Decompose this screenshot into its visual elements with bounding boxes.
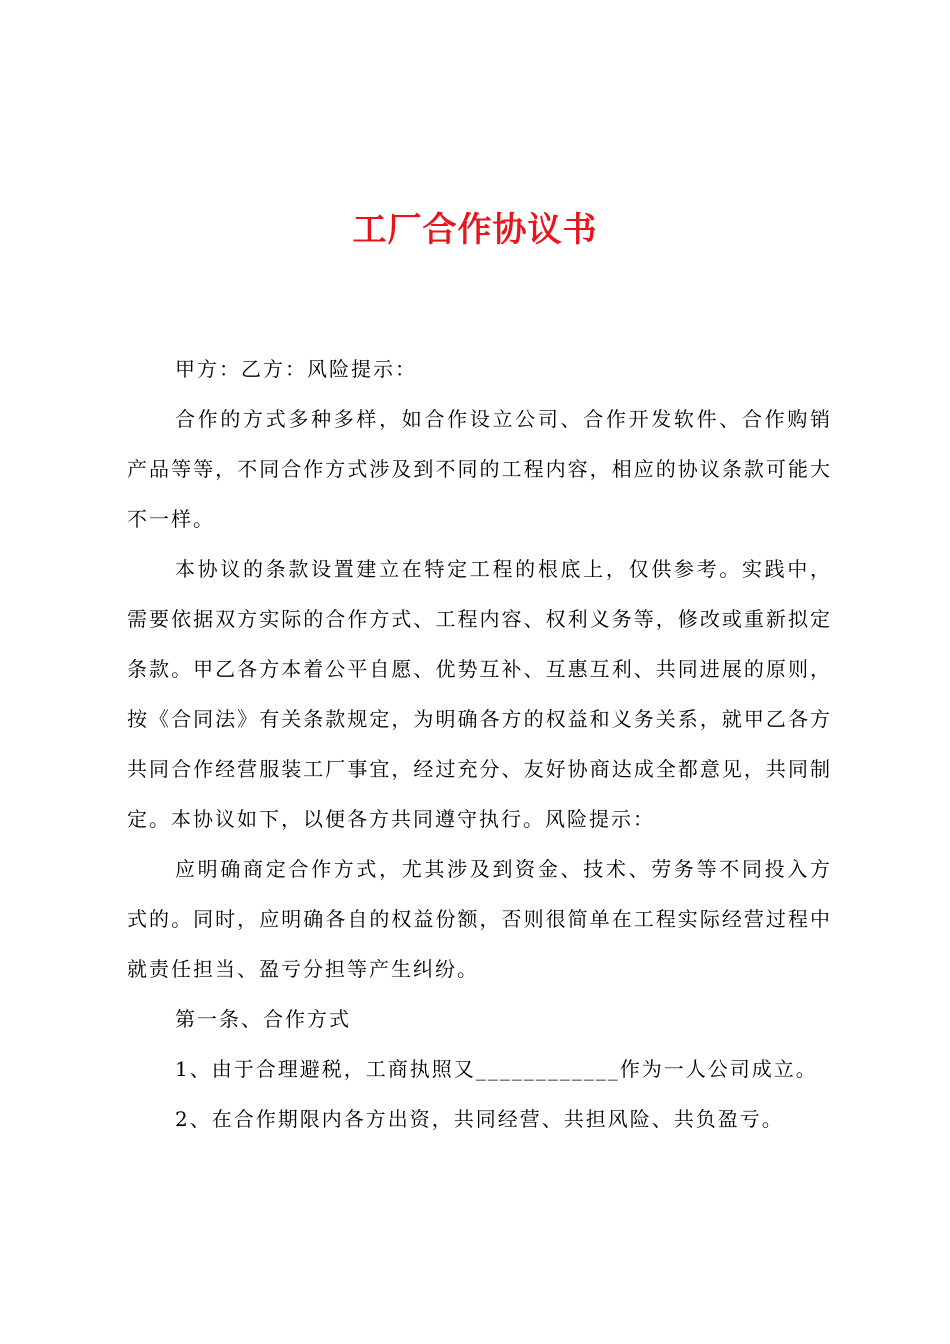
- article-one-item-1: 1、由于合理避税，工商执照又____________作为一人公司成立。: [175, 1057, 818, 1081]
- paragraph-cooperation-types: 合作的方式多种多样，如合作设立公司、合作开发软件、合作购销产品等等，不同合作方式涉及到不同的工程内容，相应的协议条款可能大不一样。: [127, 407, 832, 531]
- paragraph-risk-note: 应明确商定合作方式，尤其涉及到资金、技术、劳务等不同投入方式的。同时，应明确各自的权益份额，否则很简单在工程实际经营过程中就责任担当、盈亏分担等产生纠纷。: [127, 857, 832, 981]
- paragraph-terms-basis: 本协议的条款设置建立在特定工程的根底上，仅供参考。实践中，需要依据双方实际的合作方式、工程内容、权利义务等，修改或重新拟定条款。甲乙各方本着公平自愿、优势互补、互惠互利、共同进展的原则，按《合同法》有关条款规定，为明确各方的权益和义务关系，就甲乙各方共同合作经营服装工厂事宜，经过充分、友好协商达成全都意见，共同制定。本协议如下，以便各方共同遵守执行。风险提示：: [127, 557, 832, 831]
- article-one-item-2: 2、在合作期限内各方出资，共同经营、共担风险、共负盈亏。: [175, 1107, 784, 1131]
- document-body: [127, 344, 832, 1144]
- paragraph-parties: 甲方：乙方：风险提示：: [175, 357, 417, 381]
- article-one-heading: 第一条、合作方式: [175, 1007, 351, 1031]
- document-title: 工厂合作协议书: [352, 210, 598, 250]
